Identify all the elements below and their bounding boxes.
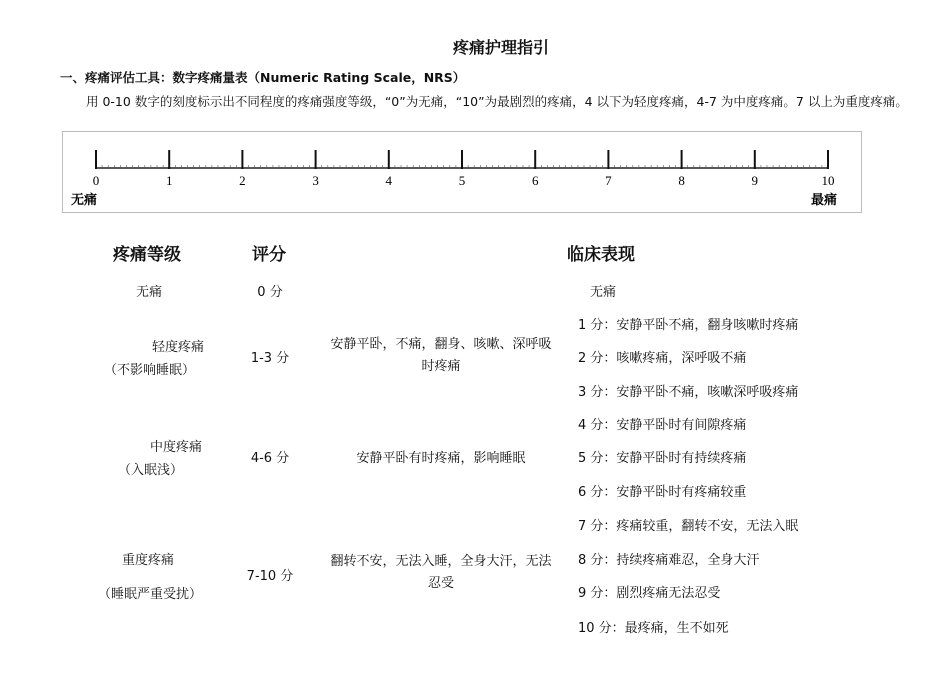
row-score: 1-3 分: [250, 351, 290, 366]
row-level: 重度疼痛: [122, 553, 175, 568]
clinical-item: 无痛: [590, 285, 617, 300]
row-desc: 翻转不安，无法入睡，全身大汗，无法忍受: [330, 554, 552, 591]
scale-tick-label: 8: [678, 173, 685, 188]
row-level-note: （睡眠严重受扰）: [98, 587, 203, 602]
scale-tick-label: 9: [751, 173, 759, 188]
row-desc: 安静平卧，不痛，翻身、咳嗽、深呼吸时疼痛: [330, 337, 552, 374]
clinical-item: 8 分：持续疼痛难忍，全身大汗: [578, 553, 760, 568]
row-level-note: （入眠浅）: [118, 463, 184, 478]
clinical-item: 9 分：剧烈疼痛无法忍受: [578, 586, 721, 601]
row-score: 7-10 分: [246, 569, 294, 584]
scale-tick-label: 6: [531, 173, 539, 188]
scale-tick-label: 0: [92, 173, 100, 188]
clinical-item: 2 分：咳嗽疼痛，深呼吸不痛: [578, 351, 747, 366]
section-paragraph: 用 0-10 数字的刻度标示出不同程度的疼痛强度等级，“0”为无痛，“10”为最剧烈的疼痛，4 以下为轻度疼痛，4-7 为中度疼痛。7 以上为重度疼痛。: [86, 94, 908, 109]
header-level: 疼痛等级: [113, 245, 181, 265]
page-title: 疼痛护理指引: [452, 38, 549, 57]
nrs-scale-svg: [63, 132, 861, 212]
clinical-item: 1 分：安静平卧不痛，翻身咳嗽时疼痛: [578, 318, 799, 333]
scale-tick-label: 5: [458, 173, 466, 188]
scale-tick-label: 2: [239, 173, 246, 188]
row-desc: 安静平卧有时疼痛，影响睡眠: [356, 451, 526, 466]
nrs-scale-image: [62, 131, 862, 213]
header-score: 评分: [252, 245, 286, 265]
scale-tick-label: 10: [821, 173, 835, 188]
row-level-note: （不影响睡眠）: [104, 363, 196, 378]
scale-tick-label: 3: [312, 173, 319, 188]
clinical-item: 7 分：疼痛较重，翻转不安，无法入眠: [578, 519, 799, 534]
row-level: 中度疼痛: [150, 440, 203, 455]
row-level: 轻度疼痛: [152, 340, 205, 355]
scale-tick-label: 4: [385, 173, 393, 188]
row-level: 无痛: [135, 285, 162, 300]
scale-tick-label: 7: [605, 173, 612, 188]
section-heading: 一、疼痛评估工具：数字疼痛量表（Numeric Rating Scale，NRS）: [60, 70, 466, 85]
clinical-item: 6 分：安静平卧时有疼痛较重: [578, 485, 747, 500]
scale-tick-label: 1: [165, 173, 173, 188]
clinical-item: 5 分：安静平卧时有持续疼痛: [578, 451, 747, 466]
row-score: 0 分: [257, 285, 283, 300]
scale-left-label: 无痛: [71, 192, 98, 207]
row-score: 4-6 分: [250, 451, 290, 466]
clinical-item: 10 分：最疼痛，生不如死: [578, 621, 729, 636]
clinical-item: 4 分：安静平卧时有间隙疼痛: [578, 418, 747, 433]
scale-right-label: 最痛: [811, 192, 838, 207]
header-clinical: 临床表现: [567, 245, 635, 265]
clinical-item: 3 分：安静平卧不痛，咳嗽深呼吸疼痛: [578, 385, 799, 400]
